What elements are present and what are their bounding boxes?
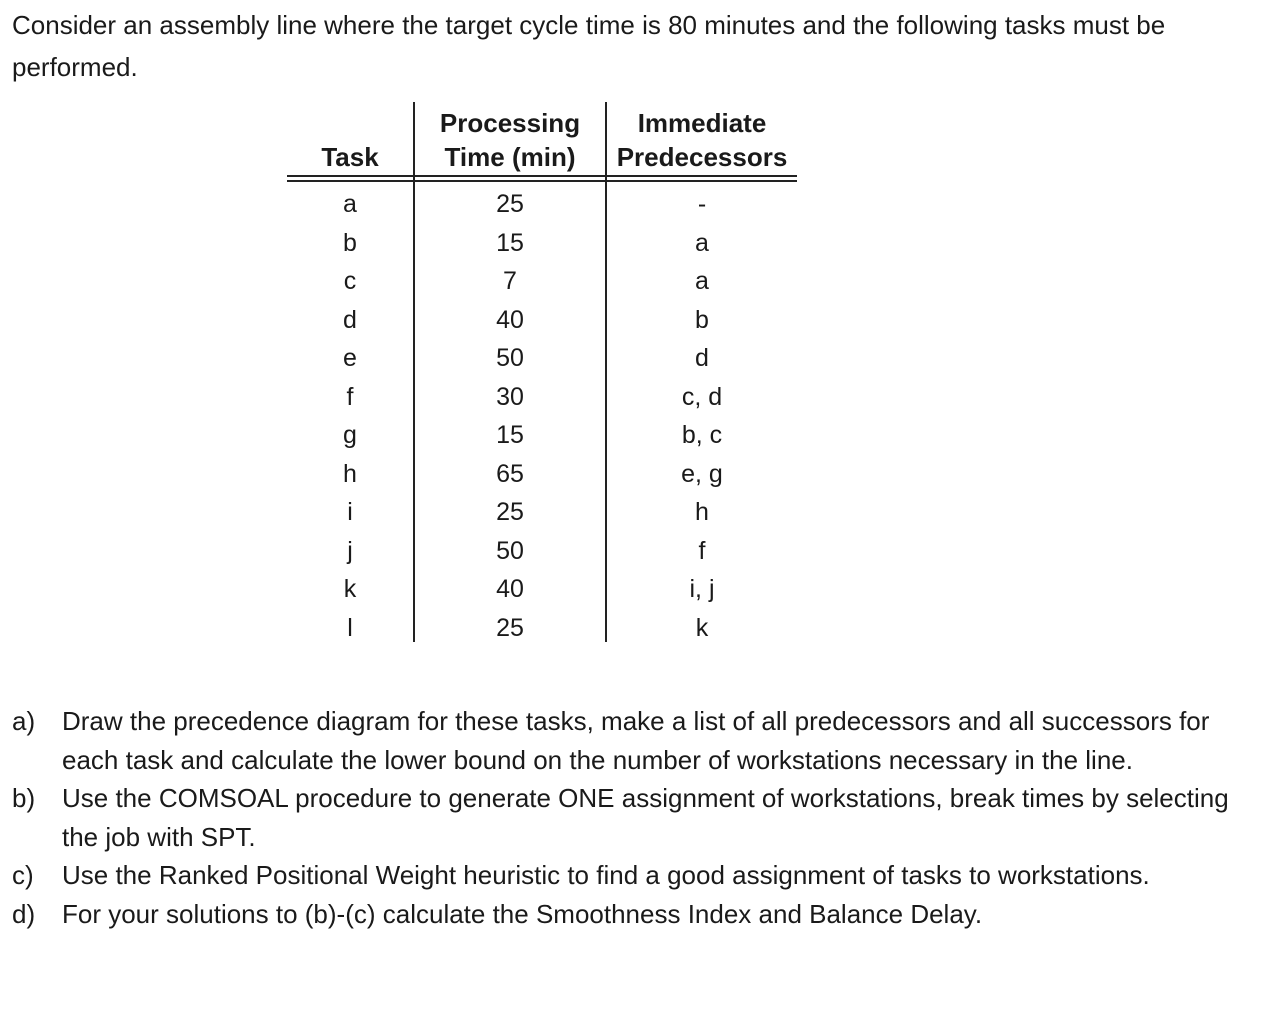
predecessor-cell: a: [695, 267, 709, 295]
predecessor-cell: d: [695, 344, 709, 372]
question-label: c): [12, 860, 34, 890]
time-cell: 25: [496, 498, 524, 526]
task-header: Task: [321, 142, 379, 172]
question-text: For your solutions to (b)-(c) calculate the Smoothness Index and Balance Delay.: [62, 898, 983, 929]
predecessor-cell: i, j: [689, 575, 715, 603]
question-item: [12, 779, 1262, 856]
processing-time-cells: [415, 185, 605, 647]
task-cell: j: [347, 536, 353, 565]
problem-intro: Consider an assembly line where the target cycle time is 80 minutes and the following tasks must be performed.: [12, 10, 1166, 82]
time-cell: 15: [496, 421, 524, 449]
question-text: Draw the precedence diagram for these tasks, make a list of all predecessors and all successors for each task and calculate the lower bound on the number of workstations necessary in the line.: [62, 706, 1210, 775]
task-cell: h: [343, 459, 357, 488]
time-cell: 50: [496, 536, 524, 565]
predecessors-header-line1: Immediate: [637, 108, 767, 138]
predecessor-cell: e, g: [681, 459, 723, 488]
question-list: [12, 702, 1262, 933]
task-table: [287, 102, 797, 644]
question-item: [12, 702, 1262, 779]
time-cell: 15: [496, 228, 524, 257]
question-item: [12, 856, 1262, 895]
processing-time-column: [415, 102, 605, 644]
task-cell: f: [346, 382, 354, 411]
time-cell: 25: [496, 613, 524, 642]
question-label: a): [12, 706, 36, 736]
predecessor-cell: f: [698, 536, 706, 565]
time-cell: 7: [503, 267, 517, 295]
task-cell: d: [343, 305, 357, 334]
predecessors-column: [607, 102, 797, 644]
predecessor-cell: k: [695, 613, 709, 642]
time-cell: 30: [496, 382, 524, 411]
time-cell: 25: [496, 190, 524, 218]
predecessors-header-line2: Predecessors: [616, 142, 788, 172]
question-text: Use the COMSOAL procedure to generate ONE assignment of workstations, break times by selecting the job with SPT.: [62, 783, 1229, 852]
task-cell: c: [343, 267, 357, 295]
time-cell: 40: [496, 575, 524, 603]
task-column: [287, 102, 413, 644]
time-cell: 40: [496, 305, 524, 334]
question-text: Use the Ranked Positional Weight heuristic to find a good assignment of tasks to workstations.: [62, 860, 1150, 890]
time-cell: 65: [496, 459, 524, 488]
task-cell: l: [347, 613, 353, 642]
task-cell: e: [343, 344, 357, 372]
predecessor-cells: [607, 185, 797, 647]
predecessor-cell: -: [697, 190, 707, 218]
processing-header-line1: Processing: [439, 108, 581, 138]
task-cell: i: [347, 498, 353, 526]
predecessor-cell: b: [695, 305, 709, 334]
predecessor-cell: a: [695, 228, 709, 257]
task-cell: k: [343, 575, 357, 603]
question-item: [12, 895, 1262, 934]
task-cell: a: [343, 190, 357, 218]
time-cell: 50: [496, 344, 524, 372]
task-cell: b: [343, 228, 357, 257]
predecessor-cell: c, d: [681, 382, 723, 411]
predecessor-cell: b, c: [681, 421, 723, 449]
task-cell: g: [343, 421, 357, 449]
question-label: d): [12, 898, 36, 929]
processing-header-line2: Time (min): [444, 142, 576, 172]
question-label: b): [12, 783, 36, 813]
task-cells: [287, 185, 413, 647]
predecessor-cell: h: [695, 498, 709, 526]
